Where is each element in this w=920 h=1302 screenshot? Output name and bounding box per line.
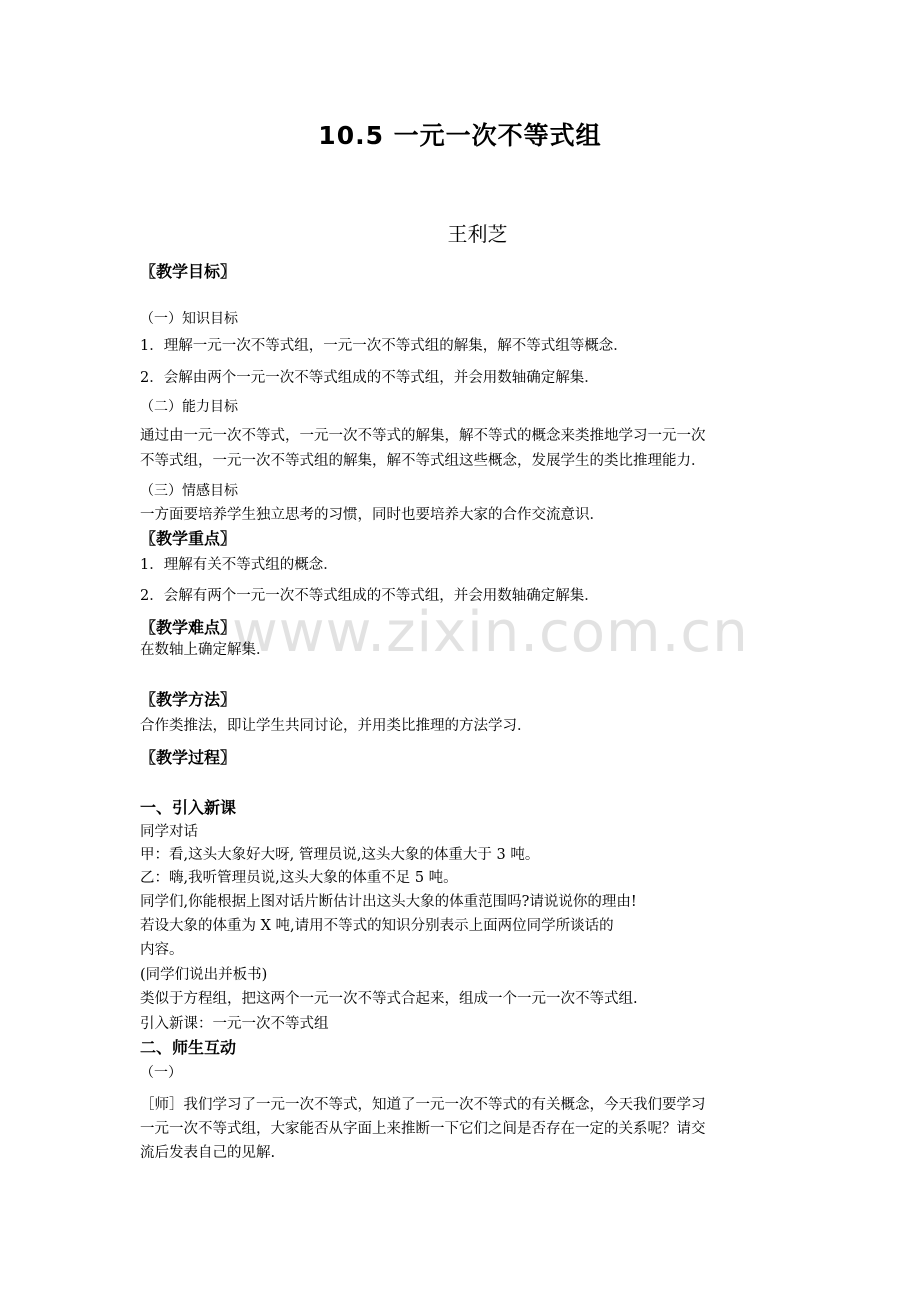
paragraph-line: 类似于方程组，把这两个一元一次不等式合起来，组成一个一元一次不等式组.: [140, 991, 638, 1007]
subheading-part-one: （一）: [140, 1065, 182, 1081]
paragraph-line: 2．会解由两个一元一次不等式组成的不等式组，并会用数轴确定解集．: [140, 370, 599, 386]
document-title: 10.5 一元一次不等式组: [318, 121, 602, 150]
subheading-knowledge-goals: （一）知识目标: [140, 311, 238, 327]
paragraph-line: ［师］我们学习了一元一次不等式，知道了一元一次不等式的有关概念，今天我们要学习: [140, 1097, 706, 1113]
section-heading-introduce-new-lesson: 一、引入新课: [140, 798, 237, 817]
section-heading-teaching-goals: 〖教学目标〗: [140, 262, 237, 281]
paragraph-line: 2．会解有两个一元一次不等式组成的不等式组，并会用数轴确定解集．: [140, 588, 599, 604]
paragraph-line: 一元一次不等式组，大家能否从字面上来推断一下它们之间是否存在一定的关系呢？请交: [140, 1121, 706, 1137]
paragraph-line: 一方面要培养学生独立思考的习惯，同时也要培养大家的合作交流意识．: [140, 507, 604, 523]
paragraph-line: 不等式组，一元一次不等式组的解集，解不等式组这些概念，发展学生的类比推理能力．: [140, 453, 706, 469]
paragraph-line: 乙：嗨,我听管理员说,这头大象的体重不足 5 吨。: [140, 870, 458, 886]
section-heading-process: 〖教学过程〗: [140, 748, 237, 767]
paragraph-line: 内容。: [140, 942, 184, 958]
section-heading-teacher-student-interaction: 二、师生互动: [140, 1038, 237, 1057]
paragraph-line: 1．理解一元一次不等式组，一元一次不等式组的解集，解不等式组等概念．: [140, 338, 628, 354]
author-name: 王利芝: [447, 222, 508, 246]
section-heading-key-points: 〖教学重点〗: [140, 529, 237, 548]
paragraph-line: 1．理解有关不等式组的概念．: [140, 557, 338, 573]
paragraph-line: 引入新课：一元一次不等式组: [140, 1016, 329, 1032]
paragraph-line: 通过由一元一次不等式，一元一次不等式的解集，解不等式的概念来类推地学习一元一次: [140, 428, 706, 444]
paragraph-line: (同学们说出并板书): [140, 967, 268, 983]
section-heading-difficulties: 〖教学难点〗: [140, 618, 237, 637]
paragraph-line: 甲：看,这头大象好大呀, 管理员说,这头大象的体重大于 3 吨。: [140, 847, 540, 863]
subheading-emotion-goals: （三）情感目标: [140, 483, 238, 499]
paragraph-line: 在数轴上确定解集．: [140, 642, 271, 658]
paragraph-line: 若设大象的体重为 X 吨,请用不等式的知识分别表示上面两位同学所谈话的: [140, 918, 614, 934]
watermark: www.zixin.com.cn: [232, 600, 749, 665]
subheading-ability-goals: （二）能力目标: [140, 399, 238, 415]
section-heading-methods: 〖教学方法〗: [140, 690, 237, 709]
paragraph-line: 合作类推法，即让学生共同讨论，并用类比推理的方法学习．: [140, 718, 532, 734]
paragraph-line: 同学对话: [140, 824, 198, 840]
paragraph-line: 同学们,你能根据上图对话片断估计出这头大象的体重范围吗?请说说你的理由!: [140, 894, 637, 910]
paragraph-line: 流后发表自己的见解.: [140, 1145, 276, 1161]
